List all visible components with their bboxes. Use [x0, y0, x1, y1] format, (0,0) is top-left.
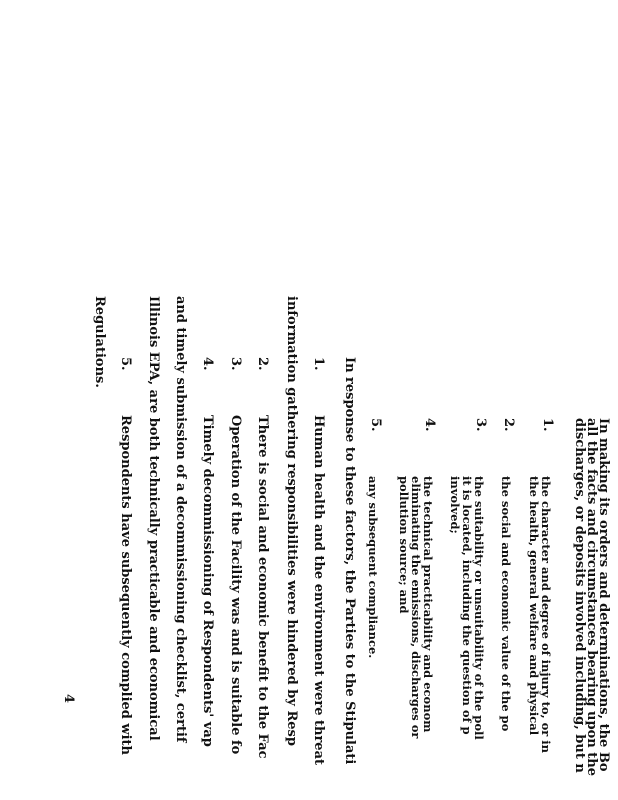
factor-3-number: 3. — [473, 418, 488, 432]
finding-1-line-1: Human health and the environment were threat — [311, 415, 326, 766]
finding-5-line-1: Respondents have subsequently complied with — [118, 415, 133, 756]
factor-5-number: 5. — [368, 418, 383, 432]
finding-1-line-2: information gathering responsibilities were hindered by Resp — [284, 296, 299, 746]
finding-5-number: 5. — [118, 357, 133, 371]
factor-1-number: 1. — [540, 418, 555, 432]
finding-3-number: 3. — [228, 357, 243, 371]
factor-1-line-2: the health, general welfare and physical — [527, 476, 541, 736]
finding-2-number: 2. — [255, 357, 270, 371]
factor-3-line-3: involved; — [448, 476, 462, 534]
factor-3-line-1: the suitability or unsuitability of the poll — [472, 476, 486, 740]
finding-4-number: 4. — [200, 357, 215, 371]
factor-4-line-3: pollution source; and — [397, 476, 411, 614]
finding-4-line-1: Timely decommissioning of Respondents' vap — [200, 415, 215, 747]
finding-5-line-2: Regulations. — [92, 296, 107, 388]
intro-line-3: discharges, or deposits involved including, but n — [572, 418, 587, 773]
finding-4-line-3: Illinois EPA, are both technically practicable and economical — [146, 296, 161, 741]
finding-1-number: 1. — [311, 357, 326, 371]
factor-4-number: 4. — [422, 418, 437, 432]
factor-4-line-1: the technical practicability and econom — [421, 476, 435, 733]
factor-5-line-1: any subsequent compliance. — [366, 476, 380, 659]
intro-line-1: In making its orders and determinations, the Bo — [596, 418, 611, 772]
response-intro: In response to these factors, the Parties to the Stipulati — [342, 357, 357, 765]
factor-2-number: 2. — [501, 418, 516, 432]
factor-4-line-2: eliminating the emissions, discharges or — [409, 476, 423, 739]
intro-line-2: all the facts and circumstances bearing upon the — [584, 418, 599, 776]
finding-3-line-1: Operation of the Facility was and is suitable fo — [228, 415, 243, 755]
finding-4-line-2: and timely submission of a decommissioning checklist, certif — [173, 296, 188, 743]
finding-2-line-1: There is social and economic benefit to the Fac — [255, 415, 270, 759]
factor-1-line-1: the character and degree of injury to, or in — [539, 476, 553, 754]
factor-3-line-2: it is located, including the question of p — [460, 476, 474, 735]
page-number: 4 — [61, 694, 76, 704]
factor-2-line-1: the social and economic value of the po — [499, 476, 513, 732]
